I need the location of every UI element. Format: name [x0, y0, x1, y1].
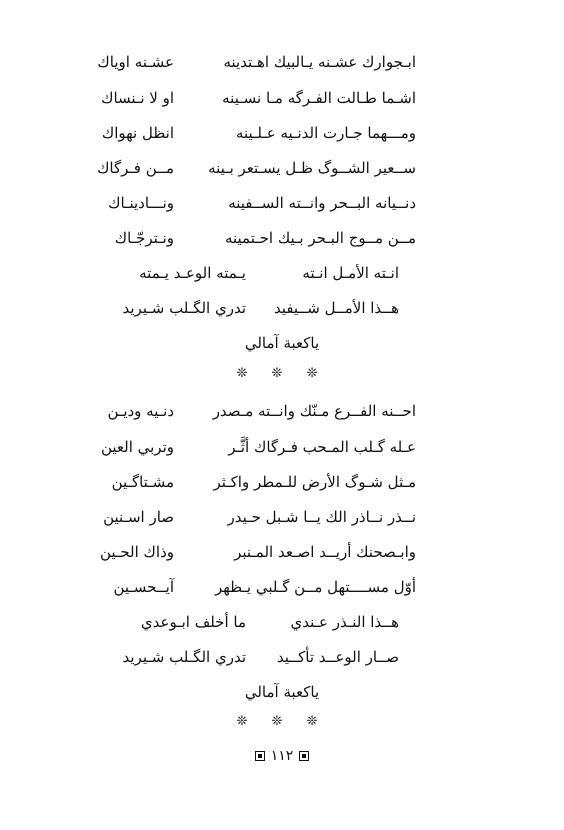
verse-right: ســعير الشــوگ ظـل يسـتعر بـينه [208, 159, 416, 177]
verse-right: ومـــهما جـارت الدنـيه عـلـينه [235, 124, 416, 142]
page-number-text: ١١٢ [270, 748, 294, 764]
verse-right: وابـصحنك أريــد اصـعد المـنبر [234, 543, 416, 561]
verse-left: آيــحسـين [113, 578, 174, 596]
verse-right: أوّل مســــتهل مــن گـلبي يـظهر [214, 578, 416, 596]
verse-right: ابـجوارك عشـنه يـالبيك اهـتدينه [223, 53, 416, 71]
chorus-right: انـته الأمـل انـته [302, 264, 399, 282]
verse-right: مــن مــوج البـحر بـيك احـتمينه [224, 229, 416, 247]
verse-left: ونـترجّـاك [114, 229, 174, 247]
chorus-left: يـمته الوعـد يـمته [139, 264, 246, 282]
verse-left: مشـتاگـين [111, 473, 174, 491]
verse-right: احــنه الفــرع مـنّك وانــته مـصدر [212, 402, 416, 420]
verse-left: عشـنه اوياك [97, 53, 174, 71]
refrain: ياكعبة آمالي [244, 683, 320, 701]
verse-left: مــن فـرگاك [97, 159, 174, 177]
verse-left: او لا نـنساك [101, 89, 174, 107]
verse-left: انظل نهواك [101, 124, 174, 142]
chorus-left: تدري الگـلب شـيريد [122, 299, 246, 317]
refrain: ياكعبة آمالي [244, 334, 320, 352]
page-number [0, 748, 564, 764]
stanza-separator: ❊ ❊ ❊ [236, 366, 328, 381]
ornament-icon [255, 751, 265, 761]
verse-left: دنـيه وديـن [107, 402, 174, 420]
chorus-right: صــار الوعــد تأكــيد [276, 648, 399, 666]
chorus-left: ما أخلف ابـوعدي [140, 613, 246, 631]
ornament-icon [299, 751, 309, 761]
verse-right: نــذر نــاذر الك يــا شـبل حـيدر [227, 508, 416, 526]
verse-right: اشـما طـالت الفـرگه مـا نسـينه [222, 89, 416, 107]
verse-right: مـثل شـوگ الأرض للـمطر واكـثر [213, 473, 416, 491]
verse-left: ونـــادينـاك [108, 194, 174, 212]
chorus-left: تدري الگـلب شـيريد [122, 648, 246, 666]
verse-left: وتربي العين [100, 438, 174, 456]
verse-right: عـله گـلب المـحب فـرگاك أثَّـر [228, 438, 416, 456]
verse-right: دنــيانه البــحر وانــته الســفينه [228, 194, 416, 212]
verse-left: صار اسـنين [103, 508, 174, 526]
verse-left: وذاك الحـين [100, 543, 174, 561]
chorus-right: هــذا الأمــل شــيفيد [273, 299, 399, 317]
chorus-right: هــذا النـذر عـندي [290, 613, 399, 631]
stanza-separator: ❊ ❊ ❊ [236, 714, 328, 729]
